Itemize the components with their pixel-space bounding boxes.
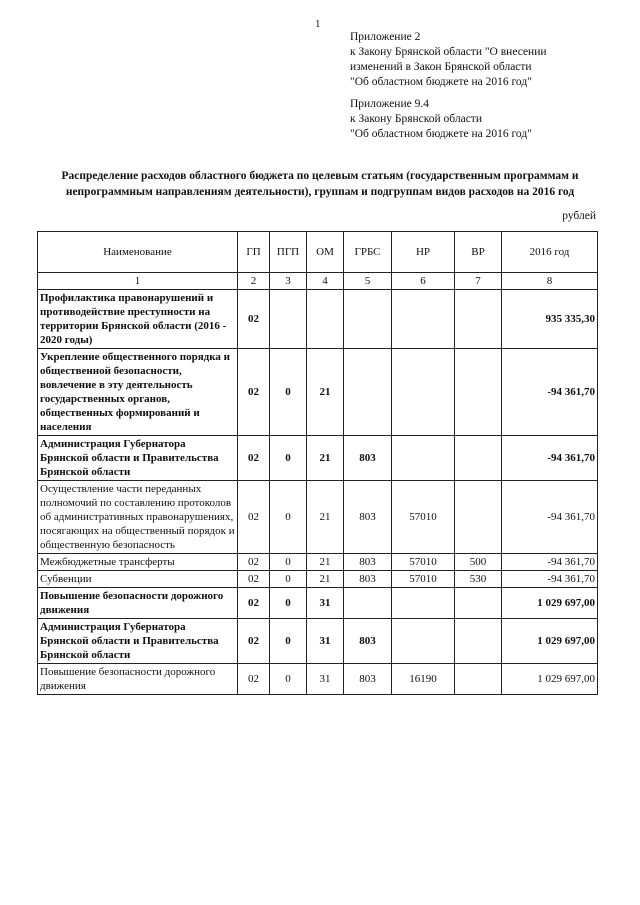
row-om: 21 (307, 436, 344, 481)
row-amount: -94 361,70 (502, 436, 598, 481)
column-number: 4 (307, 273, 344, 290)
table-row (38, 571, 598, 588)
appendix-line: к Закону Брянской области (350, 113, 482, 125)
document-title (40, 168, 600, 200)
column-number: 6 (392, 273, 455, 290)
col-header-name: Наименование (38, 232, 238, 273)
row-pgp: 0 (270, 349, 307, 436)
row-grbs: 803 (344, 664, 392, 695)
table-row (38, 290, 598, 349)
row-vr (455, 349, 502, 436)
row-name: Администрация Губернатора Брянской области и Правительства Брянской области (38, 436, 238, 481)
row-om: 21 (307, 554, 344, 571)
row-name: Укрепление общественного порядка и общественной безопасности, вовлечение в эту деятельность государственных органов, общественных формирований и населения (38, 349, 238, 436)
table-header-row (38, 232, 598, 273)
row-om: 31 (307, 664, 344, 695)
row-amount: -94 361,70 (502, 349, 598, 436)
row-name: Межбюджетные трансферты (38, 554, 238, 571)
table-row (38, 436, 598, 481)
row-gp: 02 (238, 619, 270, 664)
row-gp: 02 (238, 436, 270, 481)
row-nr (392, 619, 455, 664)
row-grbs: 803 (344, 554, 392, 571)
row-name: Администрация Губернатора Брянской области и Правительства Брянской области (38, 619, 238, 664)
row-name: Повышение безопасности дорожного движения (38, 664, 238, 695)
row-pgp: 0 (270, 664, 307, 695)
row-amount: 935 335,30 (502, 290, 598, 349)
row-vr (455, 481, 502, 554)
row-gp: 02 (238, 571, 270, 588)
row-vr: 530 (455, 571, 502, 588)
col-header-vr: ВР (455, 232, 502, 273)
table-row (38, 588, 598, 619)
col-header-om: ОМ (307, 232, 344, 273)
row-om: 31 (307, 588, 344, 619)
currency-unit: рублей (562, 210, 596, 222)
row-amount: 1 029 697,00 (502, 664, 598, 695)
appendix-primary-note (350, 30, 547, 90)
row-grbs (344, 290, 392, 349)
column-number: 8 (502, 273, 598, 290)
row-amount: -94 361,70 (502, 481, 598, 554)
row-pgp: 0 (270, 571, 307, 588)
row-name: Осуществление части переданных полномочий по составлению протоколов об административных правонарушениях, посягающих на общественный порядок и общественную безопасность (38, 481, 238, 554)
row-om: 21 (307, 349, 344, 436)
row-vr: 500 (455, 554, 502, 571)
row-om: 21 (307, 481, 344, 554)
row-pgp (270, 290, 307, 349)
row-grbs (344, 349, 392, 436)
page-number: 1 (315, 18, 321, 30)
col-header-nr: НР (392, 232, 455, 273)
row-pgp: 0 (270, 619, 307, 664)
row-vr (455, 619, 502, 664)
row-nr (392, 349, 455, 436)
row-om: 31 (307, 619, 344, 664)
row-amount: -94 361,70 (502, 554, 598, 571)
row-pgp: 0 (270, 588, 307, 619)
row-gp: 02 (238, 290, 270, 349)
row-gp: 02 (238, 664, 270, 695)
table-row (38, 554, 598, 571)
row-grbs: 803 (344, 436, 392, 481)
row-grbs (344, 588, 392, 619)
row-amount: 1 029 697,00 (502, 619, 598, 664)
row-gp: 02 (238, 349, 270, 436)
row-pgp: 0 (270, 436, 307, 481)
table-row (38, 664, 598, 695)
row-vr (455, 436, 502, 481)
appendix-line: "Об областном бюджете на 2016 год" (350, 128, 532, 140)
row-nr: 57010 (392, 571, 455, 588)
row-nr (392, 588, 455, 619)
column-number: 1 (38, 273, 238, 290)
table-row (38, 481, 598, 554)
table-row (38, 349, 598, 436)
row-vr (455, 290, 502, 349)
row-pgp: 0 (270, 554, 307, 571)
row-nr (392, 436, 455, 481)
row-nr: 57010 (392, 554, 455, 571)
appendix-line: "Об областном бюджете на 2016 год" (350, 76, 532, 88)
row-grbs: 803 (344, 481, 392, 554)
row-om (307, 290, 344, 349)
row-gp: 02 (238, 554, 270, 571)
column-number: 3 (270, 273, 307, 290)
col-header-gp: ГП (238, 232, 270, 273)
row-grbs: 803 (344, 619, 392, 664)
row-grbs: 803 (344, 571, 392, 588)
budget-table (37, 231, 598, 695)
column-number: 2 (238, 273, 270, 290)
title-line: Распределение расходов областного бюджета по целевым статьям (государственным программам и (61, 170, 579, 182)
column-number-row (38, 273, 598, 290)
col-header-year: 2016 год (502, 232, 598, 273)
appendix-line: к Закону Брянской области "О внесении (350, 46, 547, 58)
row-name: Субвенции (38, 571, 238, 588)
column-number: 7 (455, 273, 502, 290)
appendix-line: изменений в Закон Брянской области (350, 61, 532, 73)
row-vr (455, 664, 502, 695)
appendix-line: Приложение 2 (350, 31, 421, 43)
table-row (38, 619, 598, 664)
appendix-line: Приложение 9.4 (350, 98, 429, 110)
row-amount: -94 361,70 (502, 571, 598, 588)
row-nr: 57010 (392, 481, 455, 554)
row-gp: 02 (238, 588, 270, 619)
row-gp: 02 (238, 481, 270, 554)
column-number: 5 (344, 273, 392, 290)
row-nr: 16190 (392, 664, 455, 695)
row-pgp: 0 (270, 481, 307, 554)
row-amount: 1 029 697,00 (502, 588, 598, 619)
col-header-grbs: ГРБС (344, 232, 392, 273)
title-line: непрограммным направлениям деятельности), группам и подгруппам видов расходов на 2016 год (65, 186, 575, 198)
appendix-secondary-note (350, 97, 532, 142)
row-name: Профилактика правонарушений и противодействие преступности на территории Брянской области (2016 - 2020 годы) (38, 290, 238, 349)
row-vr (455, 588, 502, 619)
row-name: Повышение безопасности дорожного движения (38, 588, 238, 619)
row-om: 21 (307, 571, 344, 588)
col-header-pgp: ПГП (270, 232, 307, 273)
row-nr (392, 290, 455, 349)
